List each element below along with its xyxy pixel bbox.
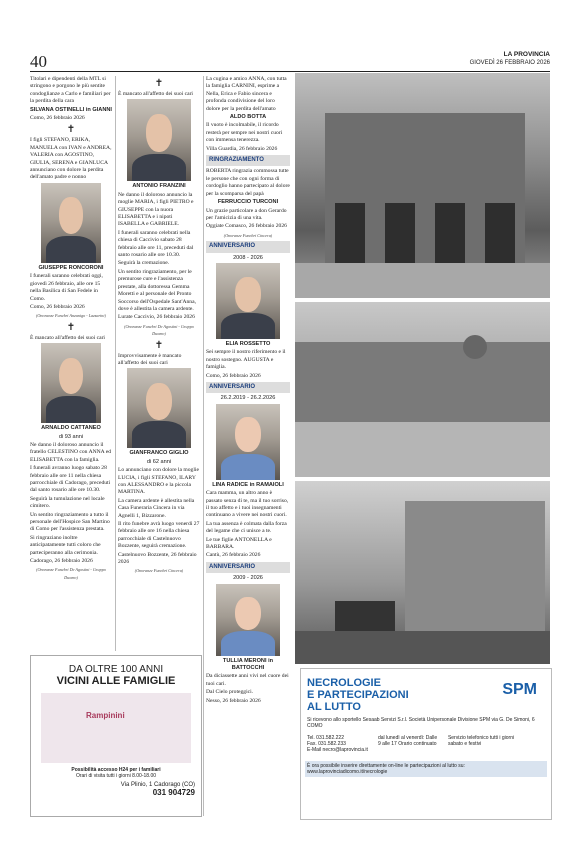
cross-icon: ✝ <box>154 339 164 351</box>
column-divider <box>115 76 116 651</box>
ad-fax: Fax. 031.582.233 <box>307 741 346 747</box>
notice-text: Un grazie particolare a don Gerardo per l'amicizia di una vita. <box>206 207 287 221</box>
portrait-photo <box>41 343 101 423</box>
portrait-photo <box>127 99 191 181</box>
notice-text: Si ringraziano inoltre anticipatamente tutti coloro che parteciperanno alla cerimonia. <box>30 534 101 556</box>
section-heading: ANNIVERSARIO <box>206 382 290 393</box>
notice-date: Villa Guardia, 26 febbraio 2026 <box>206 145 278 152</box>
portrait-photo <box>216 263 280 339</box>
notice-heading: È mancato all'affetto dei suoi cari <box>118 91 193 97</box>
notice-text: La camera ardente è allestita nella Casa Funeraria Cincera in via Agnelli 1, Bizzarone. <box>118 497 195 519</box>
ad-online: È ora possibile inserire direttamente on-line le partecipazioni al lutto su: www.laprovinciadicomo.it/necrologie <box>305 761 547 777</box>
notice-text: Da diciassette anni vivi nel cuore dei tuoi cari. <box>206 673 289 687</box>
deceased-name: LINA RADICE in RAMAIOLI <box>212 481 284 488</box>
deceased-name: FERRUCCIO TURCONI <box>217 199 279 206</box>
notice-text: Le tue figlie ANTONELLA e BARBARA. <box>206 536 272 551</box>
notice-text: Seguirà la cremazione. <box>118 260 170 267</box>
notice-text: Lo annunciano con dolore la moglie LUCIA, i figli STEFANO, ILARY con ALESSANDRO e la piccola MARTINA. <box>118 467 199 496</box>
deceased-name: TULLIA MERONI in BATTOCCHI <box>222 657 274 672</box>
notice-text: Seguirà la tumulazione nel locale cimitero. <box>30 495 105 510</box>
ad-headline: VICINI ALLE FAMIGLIE <box>56 675 176 687</box>
notice-heading: Improvvisamente è mancato all'affetto dei suoi cari <box>118 352 182 366</box>
section-heading: ANNIVERSARIO <box>206 562 290 573</box>
portrait-photo <box>41 183 101 263</box>
page-number: 40 <box>30 52 47 71</box>
column-1 <box>30 76 112 581</box>
portrait-photo <box>216 404 280 480</box>
notice-text: Ne danno il doloroso annuncio il fratello CELESTINO con ANNA ed ELISABETTA con la famiglia. <box>30 441 112 463</box>
deceased-age: di 93 anni <box>58 433 84 440</box>
deceased-name: SILVANA OSTINELLI in GIANNI <box>30 106 112 113</box>
notice-date: Oggiate Comasco, 26 febbraio 2026 <box>206 223 287 230</box>
ad-brand: Rampinini <box>86 711 125 720</box>
notice-date: Como, 26 febbraio 2026 <box>206 372 261 379</box>
notice-text: Ne danno il doloroso annuncio la moglie MARIA, i figli PIETRO e GIUSEPPE con la nuora ELISABETTA e i nipoti ISABELLA e GABRIELE. <box>118 191 194 228</box>
notice-text: I funerali saranno celebrati nella chiesa di Caccivio sabato 28 febbraio alle ore 11, preceduti dal santo rosario alle ore 10.30. <box>118 229 194 259</box>
notice-text: Il rito funebre avrà luogo venerdì 27 febbraio alle ore 16 nella chiesa parrocchiale di Castelnuovo Bozzente, seguirà cremazione. <box>118 521 200 550</box>
agency: (Onoranze Funebri De Agostini - Gruppo Duomo) <box>36 567 106 580</box>
notice-date: Nesso, 26 febbraio 2026 <box>206 697 261 704</box>
deceased-name: ARNALDO CATTANEO <box>41 425 101 432</box>
notice-date: Como, 26 febbraio 2026 <box>30 303 85 310</box>
ad-spm <box>300 668 552 820</box>
ad-phone-service: Servizio telefonico tutti i giorni sabato e festivi <box>447 735 515 747</box>
notice-text: Un sentito ringraziamento, per le premurose cure e l'assistenza prestate, alla dottoressa Gemma Moretti e al personale del Pronto Soccorso dell'Ospedale Sant'Anna, dove è allestita la camera ardente. <box>118 268 196 312</box>
notice-text: I funerali avranno luogo sabato 28 febbraio alle ore 11 nella chiesa parrocchiale di Cadorago, preceduti dal santo rosario alle ore 10.30. <box>30 465 111 494</box>
agency: (Onoranze Funebri Cincera) <box>223 232 273 238</box>
column-2 <box>118 76 200 575</box>
spm-logo: SPM <box>502 681 537 698</box>
notice-text: I funerali saranno celebrati oggi, giovedì 26 febbraio, alle ore 15 nella Basilica di San Fedele in Como. <box>30 273 103 302</box>
notice-date: Cantù, 26 febbraio 2026 <box>206 552 261 559</box>
ad-access: Possibilità accesso H24 per i familiari <box>71 767 161 773</box>
portrait-photo <box>216 584 280 656</box>
vintage-photo-cathedral <box>295 73 550 298</box>
notice-date: Como, 26 febbraio 2026 <box>30 115 85 122</box>
ad-email: E-Mail necro@laprovincia.it <box>307 747 368 753</box>
ad-title: NECROLOGIE <box>307 677 381 689</box>
cross-icon: ✝ <box>66 124 76 136</box>
ad-building-illustration <box>41 693 191 763</box>
anniversary-years: 2009 - 2026 <box>233 575 263 582</box>
notice-text: Cara mamma, un altro anno è passato senza di te, ma il tuo sorriso, il tuo affetto e i tuoi insegnamenti continuano a vivere nei nostri cuori. <box>206 490 289 519</box>
agency: (Onoranze Funebri De Agostini - Gruppo Duomo) <box>124 323 194 337</box>
notice-text: Sei sempre il nostro riferimento e il nostro sostegno. AUGUSTA e famiglia. <box>206 349 286 371</box>
ad-tel: Tel. 031.582.222 <box>307 735 344 741</box>
notice-heading: È mancato all'affetto dei suoi cari <box>30 334 105 341</box>
ad-rampinini <box>30 655 202 817</box>
column-3 <box>206 76 290 706</box>
anniversary-years: 26.2.2019 - 26.2.2026 <box>220 395 276 402</box>
ad-address: Via Plinio, 1 Cadorago (CO) <box>120 782 195 788</box>
issue-date: GIOVEDÌ 26 FEBBRAIO 2026 <box>469 60 550 66</box>
newspaper-name: LA PROVINCIA <box>503 51 550 58</box>
cross-icon: ✝ <box>154 78 164 89</box>
cross-icon: ✝ <box>66 321 76 333</box>
agency: (Onoranze Funebri Anzanigo - Lazzarini) <box>36 313 106 319</box>
deceased-name: GIANFRANCO GIGLIO <box>129 450 189 457</box>
vintage-photo-street <box>295 481 550 664</box>
notice-text: ROBERTA ringrazia commossa tutte le persone che con ogni forma di cordoglio hanno partecipato al dolore per la scomparsa del papà <box>206 168 290 197</box>
ad-hours: Orari di visita tutti i giorni 8.00-18.00 <box>75 773 157 779</box>
notice-date: Lurate Caccivio, 26 febbraio 2026 <box>118 314 195 321</box>
agency: (Onoranze Funebri Cincera) <box>134 568 184 574</box>
notice-text: I figli STEFANO, ERIKA, MANUELA con IVAN e ANDREA, VALERIA con AGOSTINO, GIULIA, SERENA e GIANLUCA annunciano con dolore la perdita dell'amato padre e nonno <box>30 137 112 181</box>
portrait-photo <box>127 368 191 448</box>
notice-text: Un sentito ringraziamento a tutto il personale dell'Hospice San Martino di Como per l'assistenza prestata. <box>30 511 110 533</box>
anniversary-years: 2008 - 2026 <box>233 254 263 261</box>
masthead <box>470 51 550 67</box>
vintage-photo-square <box>295 302 550 477</box>
ad-days: dal lunedì al venerdì: Dalle 9 alle 17 Orario continuato <box>377 735 438 747</box>
ad-desk: Si ricevono allo sportello Sesaab Servizi S.r.l. Società Unipersonale Divisione SPM via G. De Simoni, 6 COMO <box>307 717 535 729</box>
deceased-name: ELIA ROSSETTO <box>225 340 271 347</box>
notice-date: Castelnuovo Bozzente, 26 febbraio 2026 <box>118 551 197 566</box>
notice-text: La cugina e amico ANNA, con tutta la famiglia CARNINI, esprime a Nella, Erica e Fabio sincera e profonda condivisione del loro dolore per la perdita dell'amato <box>206 76 287 112</box>
notice-text: La tua assenza è colmata dalla forza del legame che ci unisce a te. <box>206 520 287 535</box>
deceased-name: ANTONIO FRANZINI <box>132 183 186 190</box>
notice-text: Dal Cielo proteggici. <box>206 689 254 696</box>
deceased-age: di 62 anni <box>146 458 172 465</box>
ad-title: AL LUTTO <box>307 701 361 713</box>
header-rule <box>30 71 550 72</box>
notice-text: Titolari e dipendenti della MTL si stringono e porgono le più sentite condoglianze a Carlo e familiari per la perdita della cara <box>30 76 111 105</box>
column-divider <box>203 76 204 816</box>
deceased-name: ALDO BOTTA <box>229 114 267 121</box>
section-heading: ANNIVERSARIO <box>206 241 290 252</box>
ad-headline: DA OLTRE 100 ANNI <box>68 664 164 675</box>
notice-text: Il vuoto è incolmabile, il ricordo resterà per sempre nei nostri cuori con immensa tenerezza. <box>206 122 283 144</box>
ad-title: E PARTECIPAZIONI <box>307 689 409 701</box>
section-heading: RINGRAZIAMENTO <box>206 155 290 166</box>
deceased-name: GIUSEPPE RONCORONI <box>38 264 104 271</box>
ad-phone: 031 904729 <box>152 788 195 797</box>
notice-date: Cadorago, 26 febbraio 2026 <box>30 558 93 565</box>
